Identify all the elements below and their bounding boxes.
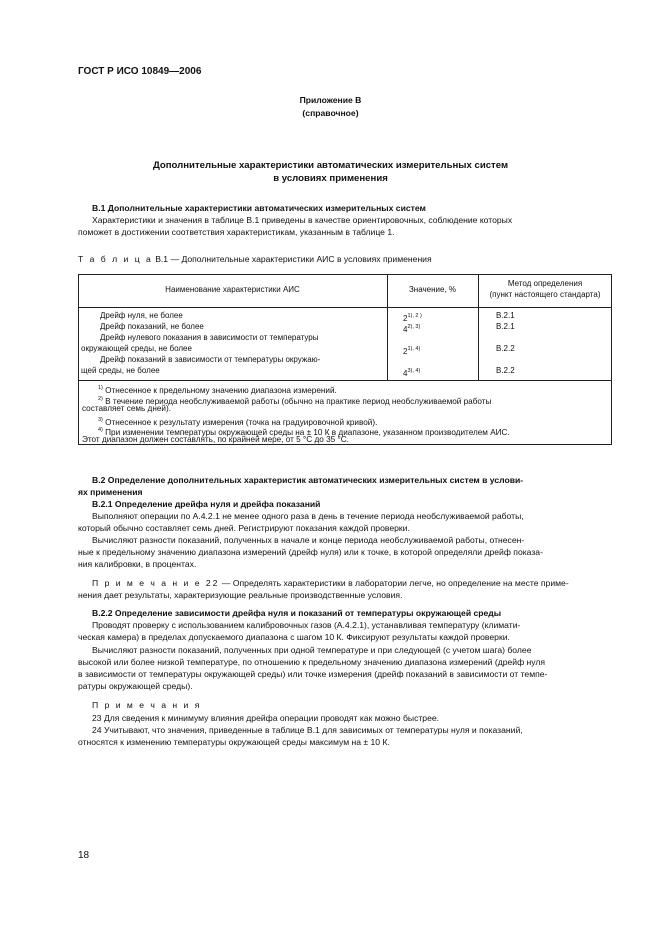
- section-b1-text-line1: Характеристики и значения в таблице В.1 приведены в качестве ориентировочных, соблюдение которых: [92, 215, 513, 225]
- note-22-text: — Определять характеристики в лаборатории легче, но определение на месте приме-: [219, 578, 569, 588]
- table-footnote-divider: [78, 380, 612, 381]
- b21-p2-line1: Вычисляют разности показаний, полученных в начале и конце периода необслуживаемой работы, отнесен-: [92, 535, 525, 545]
- table-footnote-3-mark: 3): [98, 416, 103, 423]
- table-caption-text: В.1 — Дополнительные характеристики АИС в условиях применения: [155, 254, 432, 264]
- section-b1-text-line2: поможет в достижении соответствия характеристикам, указанным в таблице 1.: [78, 227, 395, 237]
- note-22-label: П р и м е ч а н и е 22: [92, 578, 220, 588]
- table-row-2-name: Дрейф показаний, не более: [100, 322, 204, 331]
- table-row-2-value-number: 4: [403, 325, 408, 334]
- table-row-3-value-number: 2: [403, 347, 408, 356]
- notes-heading: П р и м е ч а н и я: [92, 700, 202, 710]
- table-row-4-method: В.2.2: [496, 366, 515, 375]
- table-row-2-value: [403, 322, 420, 335]
- note-23: 23 Для сведения к минимуму влияния дрейфа операции проводят как можно быстрее.: [92, 713, 440, 723]
- b22-p2-line4: ратуры окружающей среды).: [78, 681, 193, 691]
- table-header-name: Наименование характеристики АИС: [165, 285, 300, 294]
- table-row-4-value-number: 4: [403, 369, 408, 378]
- table-row-4-name-line2: щей среды, не более: [81, 366, 160, 375]
- b21-p1-line1: Выполняют операции по А.4.2.1 не менее одного раза в день в течение периода необслуживаемой работы,: [92, 511, 524, 521]
- appendix-title: Приложение В: [299, 95, 362, 105]
- appendix-subtitle: (справочное): [302, 108, 359, 118]
- table-footnote-2-cont: составляет семь дней).: [82, 404, 171, 413]
- table-row-2-method: В.2.1: [496, 322, 515, 331]
- table-header-value: Значение, %: [408, 285, 457, 294]
- table-row-3-method: В.2.2: [496, 344, 515, 353]
- table-footnote-1-mark: 1): [98, 385, 103, 391]
- page-number: 18: [78, 850, 90, 861]
- table-row-1-method: В.2.1: [496, 311, 515, 320]
- table-row-3-value: [403, 344, 420, 357]
- main-title-line1: Дополнительные характеристики автоматических измерительных систем: [152, 160, 509, 171]
- table-header-method-line1: Метод определения: [507, 279, 583, 288]
- table-row-1-value-number: 2: [403, 314, 408, 323]
- subsection-b22-heading: В.2.2 Определение зависимости дрейфа нуля и показаний от температуры окружающей среды: [92, 608, 502, 618]
- b21-p2-line2: ные к предельному значению диапазона измерений (дрейф нуля) или к точке, в которой определяли дрейф показа-: [78, 547, 543, 557]
- subsection-b21-heading: В.2.1 Определение дрейфа нуля и дрейфа показаний: [92, 499, 321, 509]
- table-row-3-name-line2: окружающей среды, не более: [81, 344, 192, 353]
- table-row-1-value-sup: 1), 2 ): [407, 313, 422, 319]
- document-id: ГОСТ Р ИСО 10849—2006: [78, 66, 202, 77]
- table-footnote-4-mark: 4): [98, 427, 103, 433]
- table-row-3-value-sup: 1), 4): [407, 346, 421, 352]
- b22-p2-line3: в зависимости от температуры окружающей среды) или точке измерения (дрейф показаний в зависимости от темпе-: [78, 669, 548, 679]
- table-row-3-name-line1: Дрейф нулевого показания в зависимости от температуры: [100, 333, 319, 342]
- b21-p1-line2: который обычно составляет семь дней. Регистрируют показания каждой проверки.: [78, 523, 410, 533]
- table-row-4-value: [403, 366, 420, 379]
- b22-p1-line2: ческая камера) в пределах допускаемого диапазона с шагом 10 К. Фиксируют результаты каждой проверки.: [78, 632, 510, 642]
- b21-p2-line3: ния калибровки, в процентах.: [78, 559, 197, 569]
- table-footnote-4-cont: Этот диапазон должен составлять, по крайней мере, от 5 °С до 35 °С.: [82, 434, 349, 444]
- note-22-line2: нения дает результаты, характеризующие реальные производственные условия.: [78, 590, 403, 600]
- table-footnote-2-text: В течение периода необслуживаемой работы (обычно на практике период необслуживаемой работы: [105, 396, 492, 406]
- section-b2-heading-line1: В.2 Определение дополнительных характеристик автоматических измерительных систем в услови-: [92, 475, 524, 485]
- b22-p2-line2: высокой или более низкой температуре, по отношению к предельному значению диапазона измерений (дрейф нуля: [78, 657, 546, 667]
- table-header-divider: [78, 307, 612, 308]
- table-row-2-value-sup: 2), 3): [407, 324, 421, 330]
- section-b1-heading: В.1 Дополнительные характеристики автоматических измерительных систем: [92, 203, 426, 213]
- table-footnote-2-mark: 2): [98, 395, 103, 402]
- note-24-line1: 24 Учитывают, что значения, приведенные в таблице В.1 для зависимых от температуры нуля и показаний,: [92, 725, 523, 735]
- table-row-4-name-line1: Дрейф показаний в зависимости от температуры окружаю-: [100, 355, 321, 364]
- table-footnote-1-text: Отнесенное к предельному значению диапазона измерений.: [105, 386, 337, 395]
- note-22-line1: [78, 578, 583, 589]
- table-b1: [78, 274, 612, 445]
- table-row-4-value-sup: 3), 4): [407, 368, 421, 374]
- table-footnote-4-text: При изменении температуры окружающей среды на ± 10 К в диапазоне, указанном производителем АИС.: [105, 428, 510, 437]
- table-header-method-line2: (пункт настоящего стандарта): [489, 290, 601, 299]
- b22-p1-line1: Проводят проверку с использованием калибровочных газов (А.4.2.1), устанавливая температуру (климати-: [92, 620, 521, 630]
- note-24-line2: относятся к изменению температуры окружающей среды максимум на ± 10 К.: [78, 737, 390, 747]
- section-b2-heading-line2: ях применения: [78, 487, 143, 497]
- table-caption-prefix: Т а б л и ц а: [78, 254, 153, 264]
- table-caption: [78, 254, 612, 265]
- table-footnote-3-text: Отнесенное к результату измерения (точка на градуировочной кривой).: [105, 417, 378, 427]
- table-row-1-name: Дрейф нуля, не более: [100, 311, 183, 320]
- main-title-line2: в условиях применения: [273, 173, 388, 184]
- b22-p2-line1: Вычисляют разности показаний, полученных при одной температуре и при следующей (с учетом шага) более: [92, 645, 532, 655]
